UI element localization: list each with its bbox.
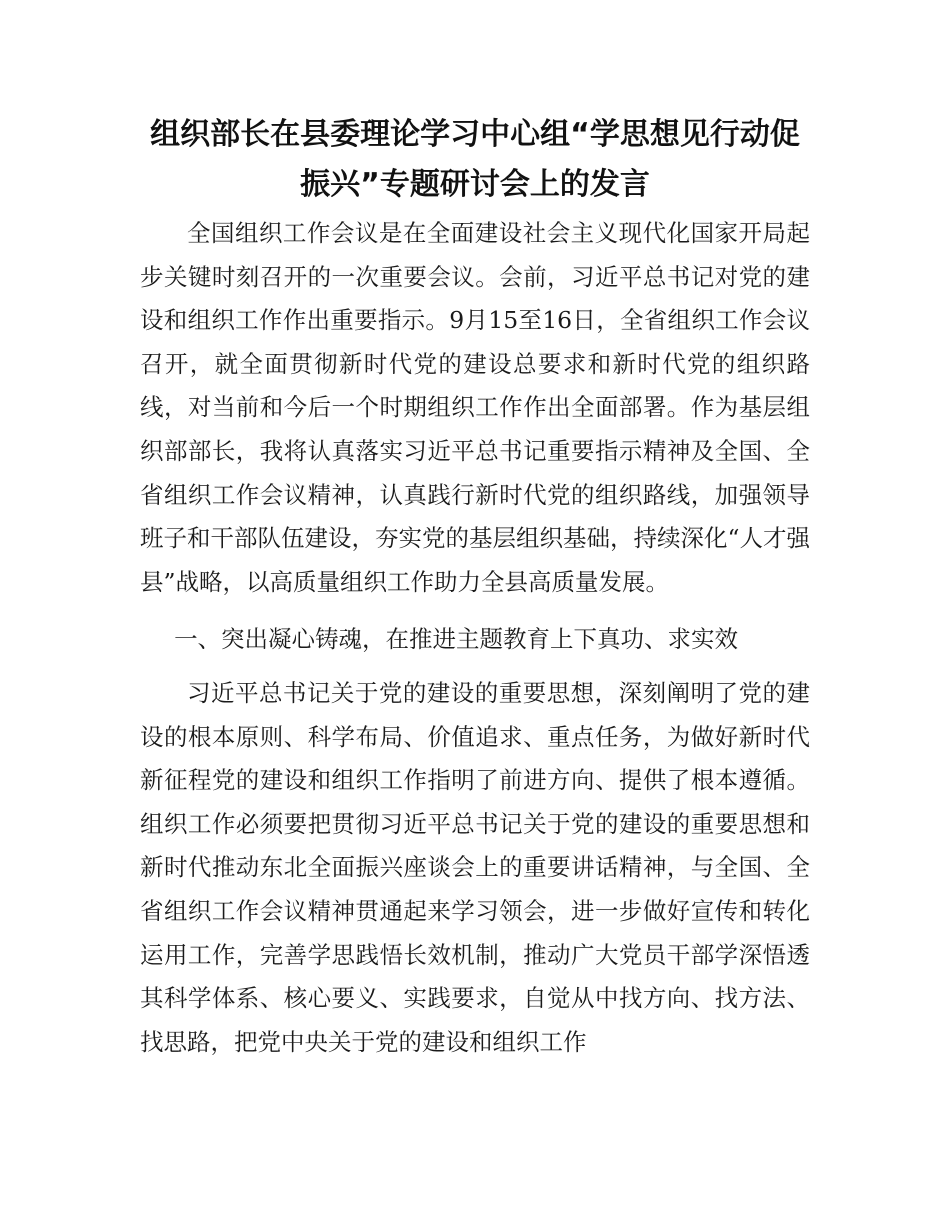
paragraph-section-1: 习近平总书记关于党的建设的重要思想，深刻阐明了党的建设的根本原则、科学布局、价值追求、重点任务，为做好新时代新征程党的建设和组织工作指明了前进方向、提供了根本遵循。组织工作必须要把贯彻习近平总书记关于党的建设的重要思想和新时代推动东北全面振兴座谈会上的重要讲话精神，与全国、全省组织工作会议精神贯通起来学习领会，进一步做好宣传和转化运用工作，完善学思践悟长效机制，推动广大党员干部学深悟透其科学体系、核心要义、实践要求，自觉从中找方向、找方法、找思路，把党中央关于党的建设和组织工作 xyxy=(140,678,810,1056)
section-heading-1: 一、突出凝心铸魂，在推进主题教育上下真功、求实效 xyxy=(174,625,739,654)
document-title: 组织部长在县委理论学习中心组“学思想见行动促振兴”专题研讨会上的发言 xyxy=(150,117,800,202)
document-body xyxy=(140,212,810,1064)
paragraph-intro: 全国组织工作会议是在全面建设社会主义现代化国家开局起步关键时刻召开的一次重要会议。会前，习近平总书记对党的建设和组织工作作出重要指示。9月15至16日，全省组织工作会议召开，就全面贯彻新时代党的建设总要求和新时代党的组织路线，对当前和今后一个时期组织工作作出全面部署。作为基层组织部部长，我将认真落实习近平总书记重要指示精神及全国、全省组织工作会议精神，认真践行新时代党的组织路线，加强领导班子和干部队伍建设，夯实党的基层组织基础，持续深化“人才强县”战略，以高质量组织工作助力全县高质量发展。 xyxy=(140,219,811,596)
